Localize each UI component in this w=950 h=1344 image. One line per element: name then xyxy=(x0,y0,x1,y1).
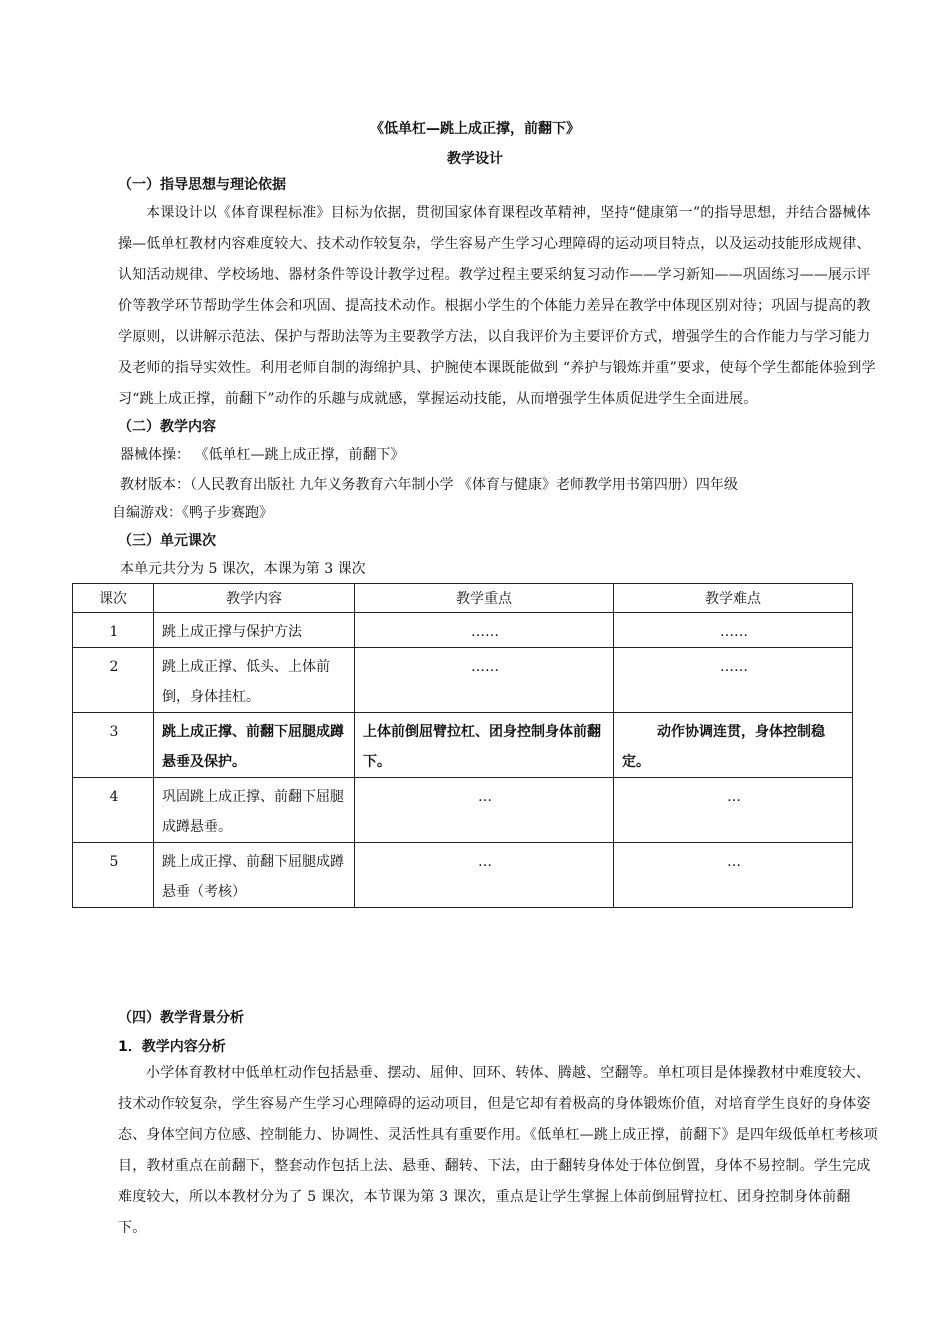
section-3-heading: （三）单元课次 xyxy=(118,533,216,549)
section-4-paragraph: 小学体育教材中低单杠动作包括悬垂、摆动、屈伸、回环、转体、腾越、空翻等。单杠项目是体操教材中难度较大、技术动作较复杂，学生容易产生学习心理障碍的运动项目，但是它却有着极高的身体锻炼价值，对培育学生良好的身体姿态、身体空间方位感、控制能力、协调性、灵活性具有重要作用。《低单杠—跳上成正撑，前翻下》是四年级低单杠考核项目，教材重点在前翻下，整套动作包括上法、悬垂、翻转、下法，由于翻转身体处于体位倒置，身体不易控制。学生完成难度较大，所以本教材分为了 5 课次，本节课为第 3 课次，重点是让学生掌握上体前倒屈臂拉杠、团身控制身体前翻下。 xyxy=(118,1065,878,1236)
col-header-lesson: 课次 xyxy=(73,584,154,613)
section-1-heading: （一）指导思想与理论依据 xyxy=(118,177,286,193)
lesson-content: 巩固跳上成正撑、前翻下屈腿成蹲悬垂。 xyxy=(162,789,344,835)
lesson-focus: …… xyxy=(471,659,499,675)
table-row xyxy=(73,778,853,843)
table-row-current-lesson xyxy=(73,713,853,778)
section-2-heading: （二）教学内容 xyxy=(118,419,216,435)
table-row xyxy=(73,613,853,648)
lesson-focus: … xyxy=(478,789,492,805)
lesson-difficulty: …… xyxy=(720,624,748,640)
lesson-number: 1 xyxy=(109,624,119,640)
lesson-content: 跳上成正撑、前翻下屈腿成蹲悬垂及保护。 xyxy=(162,724,344,770)
lesson-number: 3 xyxy=(109,724,119,740)
table-row xyxy=(73,648,853,713)
lesson-number: 2 xyxy=(109,659,119,675)
equipment-line: 器械体操： 《低单杠—跳上成正撑，前翻下》 xyxy=(120,447,405,463)
lesson-number: 4 xyxy=(109,789,119,805)
col-header-content: 教学内容 xyxy=(154,584,355,613)
textbook-edition-line: 教材版本：（人民教育出版社 九年义务教育六年制小学 《体育与健康》老师教学用书第四册）四年级 xyxy=(120,477,738,493)
col-header-focus: 教学重点 xyxy=(355,584,614,613)
lesson-content: 跳上成正撑与保护方法 xyxy=(162,624,302,640)
lesson-focus: 上体前倒屈臂拉杠、团身控制身体前翻下。 xyxy=(363,724,601,770)
table-row xyxy=(73,843,853,908)
unit-lessons-table xyxy=(72,583,853,908)
lesson-difficulty: … xyxy=(727,789,741,805)
lesson-difficulty: … xyxy=(727,854,741,870)
lesson-content: 跳上成正撑、低头、上体前倒，身体挂杠。 xyxy=(162,659,330,705)
lesson-content: 跳上成正撑、前翻下屈腿成蹲悬垂（考核） xyxy=(162,854,344,900)
col-header-difficulty: 教学难点 xyxy=(614,584,853,613)
section-4-heading: （四）教学背景分析 xyxy=(118,1010,244,1026)
lesson-number: 5 xyxy=(109,854,119,870)
section-1-paragraph: 本课设计以《体育课程标准》目标为依据，贯彻国家体育课程改革精神，坚持“健康第一”的指导思想，并结合器械体操—低单杠教材内容难度较大、技术动作较复杂，学生容易产生学习心理障碍的运动项目特点，以及运动技能形成规律、认知活动规律、学校场地、器材条件等设计教学过程。教学过程主要采纳复习动作——学习新知——巩固练习——展示评价等教学环节帮助学生体会和巩固、提高技术动作。根据小学生的个体能力差异在教学中体现区别对待；巩固与提高的教学原则，以讲解示范法、保护与帮助法等为主要教学方法，以自我评价为主要评价方式，增强学生的合作能力与学习能力及老师的指导实效性。利用老师自制的海绵护具、护腕使本课既能做到 “养护与锻炼并重”要求，使每个学生都能体验到学习“跳上成正撑，前翻下”动作的乐趣与成就感，掌握运动技能，从而增强学生体质促进学生全面进展。 xyxy=(118,205,876,407)
lesson-difficulty: …… xyxy=(720,659,748,675)
document-title: 《低单杠—跳上成正撑，前翻下》 xyxy=(370,121,580,137)
lesson-focus: …… xyxy=(471,624,499,640)
table-header-row xyxy=(73,584,853,613)
game-line: 自编游戏：《鸭子步赛跑》 xyxy=(112,505,273,521)
section-4-subheading: 1．教学内容分析 xyxy=(118,1039,226,1055)
document-subtitle: 教学设计 xyxy=(447,151,503,167)
unit-intro: 本单元共分为 5 课次，本课为第 3 课次 xyxy=(120,561,366,577)
lesson-difficulty: 动作协调连贯，身体控制稳定。 xyxy=(622,724,825,770)
lesson-focus: … xyxy=(478,854,492,870)
